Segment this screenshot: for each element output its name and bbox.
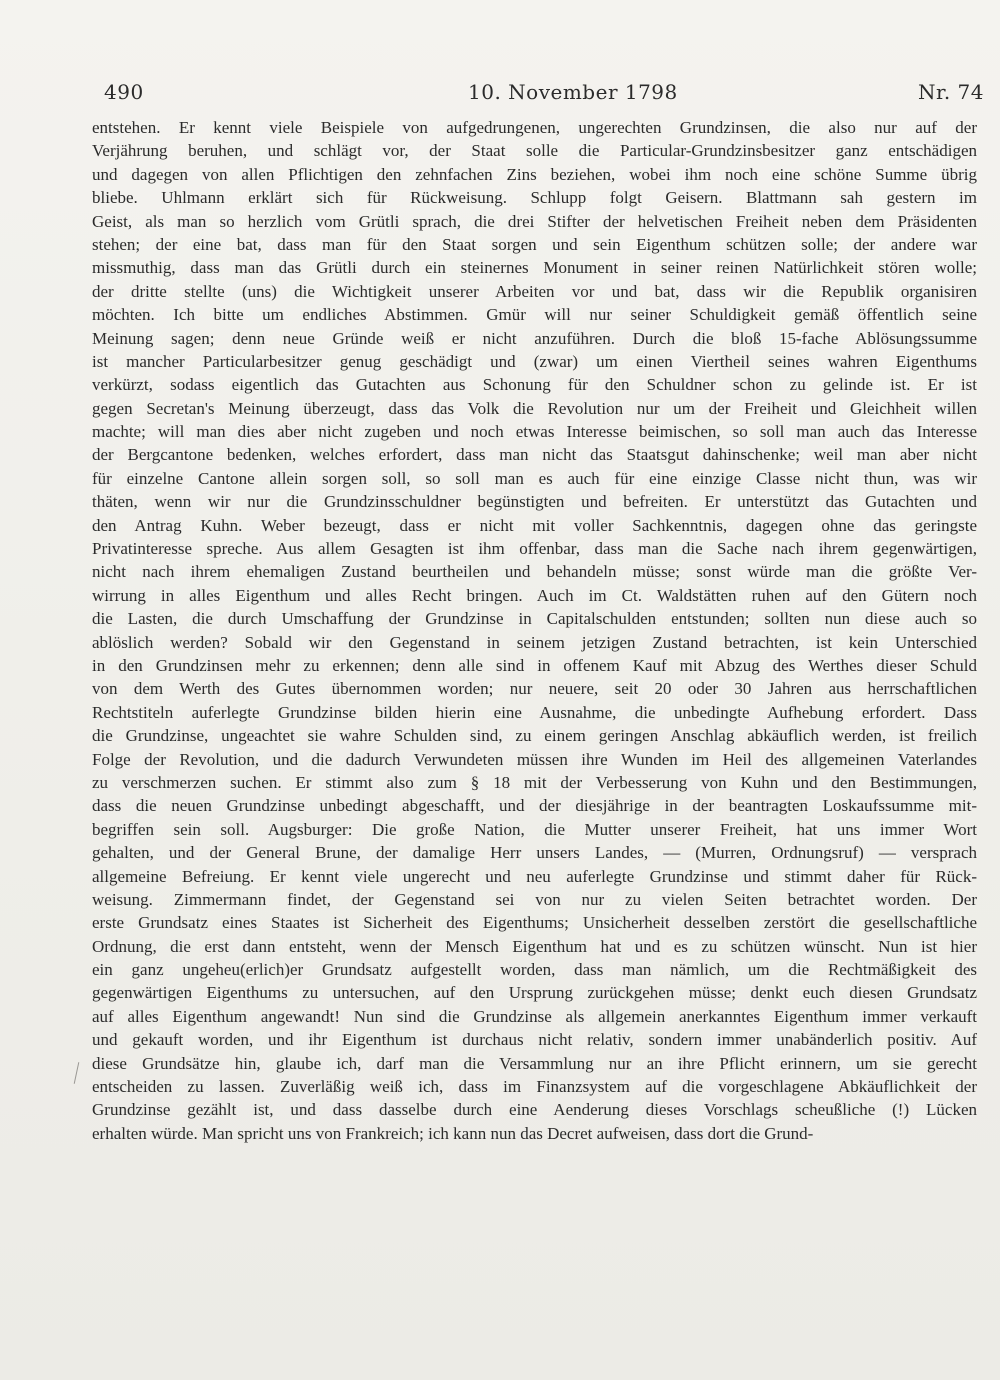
text-line: möchten. Ich bitte um endliches Abstimmen. Gmür will nur seiner Schuldigkeit gemäß öffentlich seine (92, 305, 977, 325)
text-line: wirrung in alles Eigenthum und alles Recht bringen. Auch im Ct. Waldstätten ruhen auf den Gütern noch (92, 585, 977, 605)
text-line: Meinung sagen; denn neue Gründe weiß er nicht anzuführen. Durch die bloß 15-fache Ablösungssumme (92, 328, 977, 348)
text-line: der Bergcantone bedenken, welches erfordert, dass man nicht das Staatsgut dahinschenke; weil man aber nicht (92, 445, 977, 465)
text-line: begriffen sein soll. Augsburger: Die große Nation, die Mutter unserer Freiheit, hat uns immer Wort (92, 819, 977, 839)
issue-number: Nr. 74 (917, 80, 984, 104)
text-line: erste Grundsatz eines Staates ist Sicherheit des Eigenthums; Unsicherheit desselben zerstört die gesellschaftliche (92, 913, 977, 933)
page-header (104, 80, 984, 110)
body-text (92, 116, 977, 1145)
text-line: machte; will man dies aber nicht zugeben und noch etwas Interesse beimischen, so soll man auch das Interesse (92, 422, 977, 442)
text-line: erhalten würde. Man spricht uns von Frankreich; ich kann nun das Decret aufweisen, dass dort die Grund- (92, 1123, 814, 1143)
text-line: den Antrag Kuhn. Weber bezeugt, dass er nicht mit voller Sachkenntnis, dagegen ohne das geringste (92, 515, 977, 535)
text-line: ist mancher Particularbesitzer genug geschädigt und (zwar) um einen Viertheil seines wahren Eigenthums (92, 351, 977, 371)
text-line: der dritte stellte (uns) die Wichtigkeit unserer Arbeiten vor und bat, dass wir die Republik organisiren (92, 281, 977, 301)
text-line: verkürzt, sodass eigentlich das Gutachten aus Schonung für den Schuldner schon zu gelinde ist. Er ist (92, 375, 977, 395)
text-line: und gekauft worden, und ihr Eigenthum ist durchaus nicht relativ, sondern immer unabänderlich positiv. Auf (92, 1030, 977, 1050)
text-line: auf alles Eigenthum angewandt! Nun sind die Grundzinse als allgemein anerkanntes Eigenthum immer verkauft (92, 1006, 977, 1026)
text-line: bliebe. Uhlmann erklärt sich für Rückweisung. Schlupp folgt Geisern. Blattmann sah gestern im (92, 188, 977, 208)
text-line: Grundzinse gezählt ist, und dass dasselbe durch eine Aenderung dieses Vorschlags scheußliche (!) Lücken (92, 1100, 977, 1120)
text-line: dass die neuen Grundzinse unbedingt abgeschafft, und der diesjährige in der beantragten Loskaufssumme mit- (92, 796, 977, 816)
text-line: zu verschmerzen suchen. Er stimmt also zum § 18 mit der Verbesserung von Kuhn und den Bestimmungen, (92, 772, 977, 792)
page-number: 490 (104, 80, 144, 104)
text-line: diese Grundsätze hin, glaube ich, darf man die Versammlung nur an ihre Pflicht erinnern, um sie gerecht (92, 1053, 977, 1073)
text-line: die Lasten, die durch Umschaffung der Grundzinse in Capitalschulden entstunden; sollten nun diese auch so (92, 609, 977, 629)
text-line: missmuthig, dass man das Grütli durch ein steinernes Monument in seiner reinen Natürlichkeit stören wolle; (92, 258, 977, 278)
text-line: Rechtstiteln auferlegte Grundzinse bilden hierin eine Ausnahme, die unbedingte Aufhebung erfordert. Dass (92, 702, 977, 722)
text-line: in den Grundzinsen mehr zu erkennen; denn alle sind in offenem Kauf mit Abzug des Werthes dieser Schuld (92, 655, 977, 675)
text-line: gegenwärtigen Eigenthums zu untersuchen, auf den Ursprung zurückgehen müsse; denkt euch diesen Grundsatz (92, 983, 977, 1003)
text-line: von dem Werth des Gutes übernommen worden; nur neuere, seit 20 oder 30 Jahren aus herrschaftlichen (92, 679, 977, 699)
margin-mark (74, 1062, 80, 1084)
text-line: Ordnung, die erst dann entsteht, wenn der Mensch Eigenthum hat und es zu schützen wünscht. Nun ist hier (92, 936, 977, 956)
text-line: gehalten, und der General Brune, der damalige Herr unsers Landes, — (Murren, Ordnungsruf) — versprach (92, 843, 977, 863)
text-line: allgemeine Befreiung. Er kennt viele ungerecht und neu auferlegte Grundzinse und stimmt daher für Rück- (92, 866, 977, 886)
text-line: entstehen. Er kennt viele Beispiele von aufgedrungenen, ungerechten Grundzinsen, die also nur auf der (92, 118, 977, 137)
text-line: ablöslich werden? Sobald wir den Gegenstand in seinem jetzigen Zustand betrachten, ist kein Unterschied (92, 632, 977, 652)
text-line: für einzelne Cantone allein sorgen soll, so soll man es auch für eine einzige Classe nicht thun, was wir (92, 468, 977, 488)
text-line: Verjährung beruhen, und schlägt vor, der Staat solle die Particular-Grundzinsbesitzer ganz entschädigen (92, 141, 977, 161)
text-line: Geist, als man so herzlich vom Grütli sprach, die drei Stifter der helvetischen Freiheit neben dem Präsidenten (92, 211, 977, 231)
text-line: stehen; der eine bat, dass man für den Staat sorgen und sein Eigenthum schützen solle; der andere war (92, 234, 977, 254)
text-line: Folge der Revolution, und die dadurch Verwundeten müssen ihre Wunden im Heil des allgemeinen Vaterlandes (92, 749, 977, 769)
text-line: entscheiden zu lassen. Zuverläßig weiß ich, dass im Finanzsystem auf die vorgeschlagene Abkäuflichkeit der (92, 1077, 977, 1097)
text-line: ein ganz ungeheu(erlich)er Grundsatz aufgestellt worden, dass man nämlich, um die Rechtmäßigkeit des (92, 960, 977, 980)
text-line: Privatinteresse spreche. Aus allem Gesagten ist ihm offenbar, dass man die Sache nach ihrem gegenwärtigen, (92, 539, 977, 559)
text-line: die Grundzinse, ungeachtet sie wahre Schulden sind, zu einem geringen Anschlag abkäuflich werden, ist freilich (92, 726, 977, 746)
text-line: nicht nach ihrem ehemaligen Zustand beurtheilen und behandeln müsse; sonst würde man die größte Ver- (92, 562, 977, 582)
text-line: weisung. Zimmermann findet, der Gegenstand sei von nur zu vielen Seiten betrachtet worden. Der (92, 889, 977, 909)
text-line: thäten, wenn wir nur die Grundzinsschuldner begünstigten und befreiten. Er unterstützt das Gutachten und (92, 492, 977, 512)
header-date: 10. November 1798 (468, 80, 678, 104)
text-line: gegen Secretan's Meinung überzeugt, dass das Volk die Revolution nur um der Freiheit und Gleichheit willen (92, 398, 977, 418)
text-line: und dagegen von allen Pflichtigen den zehnfachen Zins beziehen, wobei ihm noch eine schöne Summe übrig (92, 164, 977, 184)
